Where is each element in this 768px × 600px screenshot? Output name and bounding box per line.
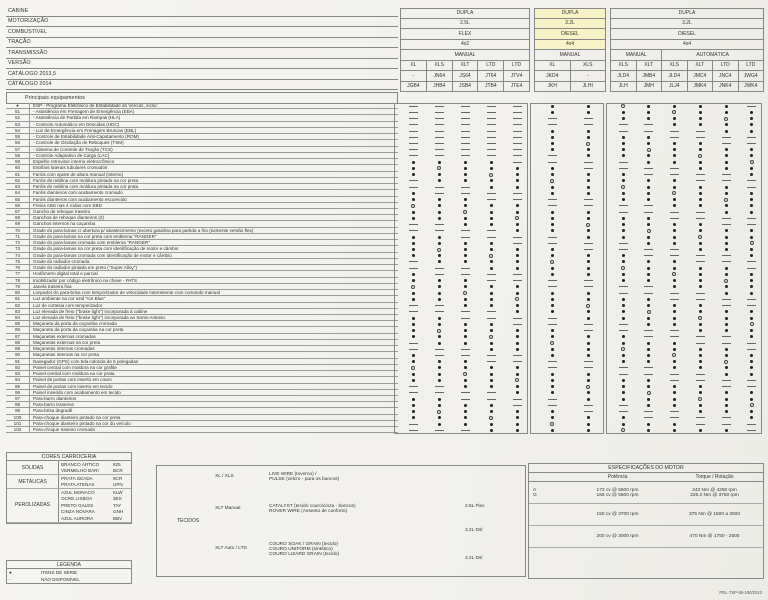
color-item: BRANCO ÁRTICO 825 [61, 461, 121, 467]
potencia-value: 150 cv @ 3700 rpm [596, 512, 639, 517]
cabine-value: DUPLA [534, 8, 606, 19]
equipment-desc: Luz de cortesia com temporizador [33, 302, 103, 308]
equipment-desc: ESP - Programa Eletrônico de Estabilidade do Veículo, inclui: [33, 103, 158, 108]
equipment-number: 84 [6, 315, 30, 320]
cat2014-cell: JMK4 [688, 82, 714, 93]
equipment-desc: Grade do para-lamas cromada com emblema "RANGER" [33, 240, 150, 246]
equipment-number: 81 [6, 296, 30, 301]
cat2014-cell: JTB4 [478, 82, 504, 93]
equipment-number: 82 [6, 303, 30, 308]
equipment-desc: - Sistema de Controle de Tração (TCS) [33, 146, 113, 152]
tecido-desc: CATALYST (tecido couro/cinza - bancos) ROVER WIRE (Assento de conforto) [269, 504, 356, 514]
equipment-number: 76 [6, 265, 30, 270]
cat2014-cell: JLHI [571, 82, 607, 93]
equipment-desc: Hodômetro digital total e parcial [33, 271, 98, 277]
cat2013-cell: JS64 [453, 71, 479, 82]
equipment-number: 55 [6, 134, 30, 139]
equipment-number: 98 [6, 402, 30, 407]
cat2013-cell: JMC4 [688, 71, 714, 82]
equipment-number: 74 [6, 253, 30, 258]
tecido-desc: COURO SOAK / GRAIN (tecido) COURO UNIFORM (sintético) COURO LIZARD GRAIN (tecido) [269, 542, 340, 557]
equipment-number: 71 [6, 234, 30, 239]
equipment-desc: Janela traseira fixa [33, 283, 72, 289]
cabine-value: DUPLA [610, 8, 764, 19]
potencia-header: Potência [607, 474, 628, 480]
equipment-desc: Painel inserido com acabamento em tecido [33, 389, 121, 395]
tecido-versao: XLT Manual [215, 506, 241, 511]
color-item: PRETO GALES TAY [61, 502, 122, 508]
versao-cell: XLT [688, 61, 714, 72]
color-item: CINZA NOVARA GNH [61, 509, 124, 515]
equipment-number: 51 [6, 109, 30, 114]
versao-cell: XLS [571, 61, 607, 72]
equipment-number: 62 [6, 178, 30, 183]
legenda [6, 560, 132, 584]
equipment-desc: Limpador do para-brisa com temporizador de velocidade intermitente com comando manual [33, 290, 220, 296]
equipment-number: 70 [6, 228, 30, 233]
tecido-versao: XLT Auto / LTD [215, 546, 247, 551]
cores-group [7, 461, 131, 475]
combustivel-value: DIESEL [534, 29, 606, 40]
tecido-motor: 3.2L Dsl [465, 556, 483, 561]
cat2013-cell: - [571, 71, 607, 82]
grid-frame [530, 103, 604, 434]
cat2014-cell: JLJ4 [662, 82, 688, 93]
equipment-desc: Painel de portas com inserto em couro [33, 377, 112, 383]
versao-cell: XL [534, 61, 571, 72]
equipment-desc: - Controle Adaptativo de Carga (LAC) [33, 152, 110, 158]
cat2013-cell: JTV4 [504, 71, 530, 82]
equipment-number: 56 [6, 140, 30, 145]
equipment-desc: Luz ambiente na cor azul "Ice Blue" [33, 296, 106, 302]
equipment-number: 65 [6, 197, 30, 202]
cat2014-cell: JWK4 [739, 82, 765, 93]
legenda-item: - NÃO DISPONÍVEL [9, 577, 80, 582]
equipment-number: 73 [6, 246, 30, 251]
equipment-desc: - Assistência de Partida em Rampas (HLA) [33, 115, 121, 121]
motor-specs [528, 463, 764, 579]
cat2013-cell: JLD4 [662, 71, 688, 82]
equipment-desc: Faróis dianteiros com acabamento cromado [33, 190, 123, 196]
equipment-desc: Ganchos internos na caçamba [33, 221, 96, 227]
equipment-number: 58 [6, 153, 30, 158]
legenda-title: LEGENDA [7, 561, 131, 569]
cat2013-cell: JKD4 [534, 71, 571, 82]
motor-title: ESPECIFICAÇÕES DO MOTOR [529, 464, 763, 473]
torque-value: 243 Nm @ 4250 rpm 226,2 Nm @ 3750 rpm [690, 487, 739, 498]
tecidos-label: TECIDOS [177, 518, 200, 524]
equipment-desc: Grade do radiador cromada [33, 258, 90, 264]
torque-value: 375 Nm @ 1500 a 2500 [688, 512, 740, 517]
equipment-desc: Maçanetas externas cromadas [33, 333, 96, 339]
equipment-number: 94 [6, 377, 30, 382]
equipment-desc: Faróis dianteiros com acabamento escurecido [33, 196, 127, 202]
equipment-desc: Grade do para-lamas na cor preta com emblema "RANGER" [33, 233, 157, 239]
equipment-number: 67 [6, 209, 30, 214]
transmissao-value: MANUAL [400, 50, 530, 61]
label-catalogo-2014: CATÁLOGO 2014 [6, 80, 398, 91]
equipment-desc: Painel de portas com inserto em tecido [33, 383, 113, 389]
cat2014-cell: JMH [637, 82, 663, 93]
tecido-motor: 3.2L Dsl [465, 528, 483, 533]
cat2014-cell: JKH [534, 82, 571, 93]
tecidos-box [156, 465, 526, 577]
equipment-number: 63 [6, 184, 30, 189]
transmissao-manual: MANUAL [610, 50, 662, 61]
equipment-number: 87 [6, 334, 30, 339]
equipment-desc: Luz elevada de freio ("brake light") incorporada à cabine [33, 308, 148, 314]
torque-value: 470 Nm @ 1750 - 2500 [689, 534, 740, 539]
cat2013-cell: JT64 [478, 71, 504, 82]
equipment-desc: - Controle Automático em Descidas (HDC) [33, 121, 120, 127]
label-tracao: TRAÇÃO [6, 38, 398, 49]
equipment-number: 77 [6, 271, 30, 276]
label-motorizacao: MOTORIZAÇÃO [6, 17, 398, 28]
cat2014-cell: JHB4 [427, 82, 453, 93]
motor-value: 3.2L [610, 19, 764, 30]
tecido-desc: LIVE WIRE (Inverno) / PULSE (velcro - para os bancos) [269, 472, 340, 482]
equipment-number: 61 [6, 172, 30, 177]
equipment-number: 75 [6, 259, 30, 264]
equipment-desc: Imobilizador por código eletrônico na chave - PATS [33, 277, 138, 283]
versao-cell: XLS [662, 61, 688, 72]
color-item: PRATA ATENAS UPN [61, 482, 123, 488]
equipment-number: 100 [6, 415, 30, 420]
tracao-value: 4x4 [610, 40, 764, 51]
equipment-number: 92 [6, 365, 30, 370]
motor-value: 3.2L [534, 19, 606, 30]
equipment-number: 88 [6, 340, 30, 345]
equipment-number: 68 [6, 215, 30, 220]
versao-cell: XLS [427, 61, 453, 72]
equipment-desc: - Controle de Oscilação de Reboques (TSM) [33, 140, 124, 146]
equipment-desc: Para-barro dianteiros [33, 396, 77, 402]
equipment-number: 97 [6, 396, 30, 401]
cores-group-name: PEROLIZADAS [7, 489, 59, 522]
equipment-number: 64 [6, 190, 30, 195]
equipment-desc: Para-choque dianteiro pintado na cor preta [33, 414, 121, 420]
label-combustivel: COMBUSTÍVEL [6, 27, 398, 38]
equipment-number: 78 [6, 278, 30, 283]
cat2014-cell: JSB4 [453, 82, 479, 93]
cat2014-cell: JLH [610, 82, 637, 93]
tracao-value: 4x4 [534, 40, 606, 51]
equipment-number: 96 [6, 390, 30, 395]
equipment-number: 91 [6, 359, 30, 364]
torque-header: Torque / Rotação [695, 474, 734, 480]
cat2014-cell: JGB4 [400, 82, 427, 93]
equipment-desc: Para-choque dianteiro pintado na cor do veículo [33, 420, 131, 426]
equipment-number: 80 [6, 290, 30, 295]
equipment-number: 89 [6, 346, 30, 351]
equipment-number: 85 [6, 321, 30, 326]
equipment-desc: Gancho de reboque traseiro [33, 208, 91, 214]
equipment-number: 83 [6, 309, 30, 314]
tecido-motor: 2.5L Flex [465, 504, 485, 509]
equipment-desc: Faróis com ajuste de altura manual (interno) [33, 171, 124, 177]
grid-frame [394, 103, 528, 434]
equipment-number: ● [6, 103, 30, 108]
versao-cell: XLT [453, 61, 479, 72]
main-equipment-title: Principais equipamentos [6, 92, 398, 104]
label-transmissao: TRANSMISSÃO [6, 48, 398, 59]
versao-cell: XLS [610, 61, 637, 72]
cat2013-cell: JWG4 [739, 71, 765, 82]
versao-cell: LTD [739, 61, 765, 72]
color-item: OCRE LISBOA 3ES [61, 496, 122, 502]
equipment-desc: Faróis de neblina com moldura pintada na cor preta [33, 177, 139, 183]
cat2014-cell: JTE4 [504, 82, 530, 93]
cat2013-cell: JNC4 [713, 71, 739, 82]
cabine-value: DUPLA [400, 8, 530, 19]
tracao-value: 4x2 [400, 40, 530, 51]
equipment-number: 101 [6, 421, 30, 426]
equipment-desc: Maçaneta da porta da caçamba cromada [33, 321, 117, 327]
cores-group [7, 489, 131, 523]
header-block-3-2l-4x4 [610, 8, 764, 92]
transmissao-value: MANUAL [534, 50, 606, 61]
equipment-number: 52 [6, 115, 30, 120]
equipment-desc: - Assistência em Frenagem de Emergência (EBA) [33, 109, 135, 115]
header-labels [6, 6, 398, 104]
combustivel-value: FLEX [400, 29, 530, 40]
cores-group-name: SÓLIDAS [7, 461, 59, 474]
versao-cell: LTD [504, 61, 530, 72]
equipment-number: 79 [6, 284, 30, 289]
color-item: AZUL MONACO KLW [61, 489, 123, 495]
equipment-desc: Maçaneta da porta da caçamba na cor preta [33, 327, 124, 333]
equipment-desc: Grade do para-lamas cromada com identificação de motor e câmbio [33, 252, 172, 258]
motor-value: 2.5L [400, 19, 530, 30]
label-versao: VERSÃO [6, 59, 398, 70]
equipment-desc: Para-barro traseiros [33, 402, 74, 408]
header-block-2-5l [400, 8, 530, 92]
equipment-number: 60 [6, 165, 30, 170]
equipment-number: 59 [6, 159, 30, 164]
legenda-item: ● ITENS DE SÉRIE [9, 570, 78, 575]
equipment-number: 53 [6, 122, 30, 127]
equipment-row [6, 427, 398, 433]
equipment-number: 69 [6, 221, 30, 226]
equipment-number: 93 [6, 371, 30, 376]
equipment-desc: Luz elevada de freio ("brake light") incorporada ao Santo Antonio [33, 314, 165, 320]
combustivel-value: DIESEL [610, 29, 764, 40]
equipment-desc: Grade do para-lamas na cor preta com identificação de motor e câmbio [33, 246, 179, 252]
cores-group [7, 475, 131, 489]
cat2013-cell: - [400, 71, 427, 82]
cat2013-cell: JN64 [427, 71, 453, 82]
cat2014-cell: JNK4 [713, 82, 739, 93]
versao-cell: XL [400, 61, 427, 72]
equipment-desc: Maçanetas externas na cor preta [33, 339, 101, 345]
equipment-desc: Ganchos de reboque dianteiros (2) [33, 215, 104, 221]
header-block-3-2l-xl [534, 8, 606, 92]
cat2013-cell: JMB4 [637, 71, 663, 82]
equipment-number: 57 [6, 147, 30, 152]
equipment-desc: Maçanetas internas cromadas [33, 346, 95, 352]
equipment-desc: Faróis de neblina com moldura pintada na cor prata [33, 184, 139, 190]
equipment-number: 90 [6, 352, 30, 357]
color-item: PRATA GEADA 9CR [61, 475, 123, 481]
potencia-value: 200 cv @ 3000 rpm [596, 534, 639, 539]
grid-frame [606, 103, 762, 434]
cores-group-name: METÁLICAS [7, 475, 59, 488]
equipment-desc: Painel central com moldura na cor prata [33, 371, 115, 377]
equipment-number: 66 [6, 203, 30, 208]
tecido-versao: XL / XLS [215, 474, 234, 479]
cores-title: CORES CARROCERIA [7, 453, 131, 461]
label-catalogo-2013: CATÁLOGO 2013,5 [6, 69, 398, 80]
equipment-desc: Painel central com moldura na cor grafite [33, 364, 117, 370]
equipment-desc: Grade do radiador pintada em preto ("Super Alloy") [33, 265, 137, 271]
potencia-value: 173 cv @ 5500 rpm 168 cv @ 5500 rpm [596, 487, 639, 498]
equipment-desc: - Luz de Emergência em Frenagem Bruscas (EBL) [33, 127, 137, 133]
label-cabine: CABINE [6, 6, 398, 17]
equipment-number: 99 [6, 408, 30, 413]
equipment-desc: Para-brisa degradê [33, 408, 73, 414]
equipment-number: 86 [6, 327, 30, 332]
versao-cell: LTD [713, 61, 739, 72]
equipment-desc: Para-choque traseiro cromado [33, 427, 96, 433]
equipment-desc: Grade do para-lamas c/ abertura p/ abastecimento (exceto gasolina para partida a frio (somente versão flex) [33, 227, 254, 233]
versao-cell: LTD [478, 61, 504, 72]
cat2013-cell: JLD4 [610, 71, 637, 82]
fuel: A G [533, 487, 537, 498]
equipment-desc: - Controle de Estabilidade Anti-Capotamento (ROM) [33, 134, 139, 140]
equipment-desc: Navegador (GPS) com tela colorida de 5 polegadas [33, 358, 139, 364]
color-item: VERMELHO BARI BCR [61, 468, 123, 474]
transmissao-auto: AUTOMÁTICA [662, 50, 764, 61]
equipment-desc: Estribos laterais tubulares cromados [33, 165, 108, 171]
cores-carroceria [6, 452, 132, 524]
equipment-number: 72 [6, 240, 30, 245]
versao-cell: XLT [637, 61, 663, 72]
color-item: AZUL AURORA BBV [61, 515, 123, 521]
document-code: PDL-TSP-55-190/2013 [719, 590, 762, 595]
equipment-desc: Maçanetas internas na cor preta [33, 352, 99, 358]
equipment-desc: Freios ABS nas 4 rodas com EBD [33, 202, 102, 208]
equipment-list [6, 103, 398, 433]
equipment-number: 95 [6, 384, 30, 389]
equipment-number: 102 [6, 427, 30, 432]
equipment-number: 54 [6, 128, 30, 133]
equipment-desc: Espelho retrovisor interno eletrocrômico [33, 159, 115, 165]
